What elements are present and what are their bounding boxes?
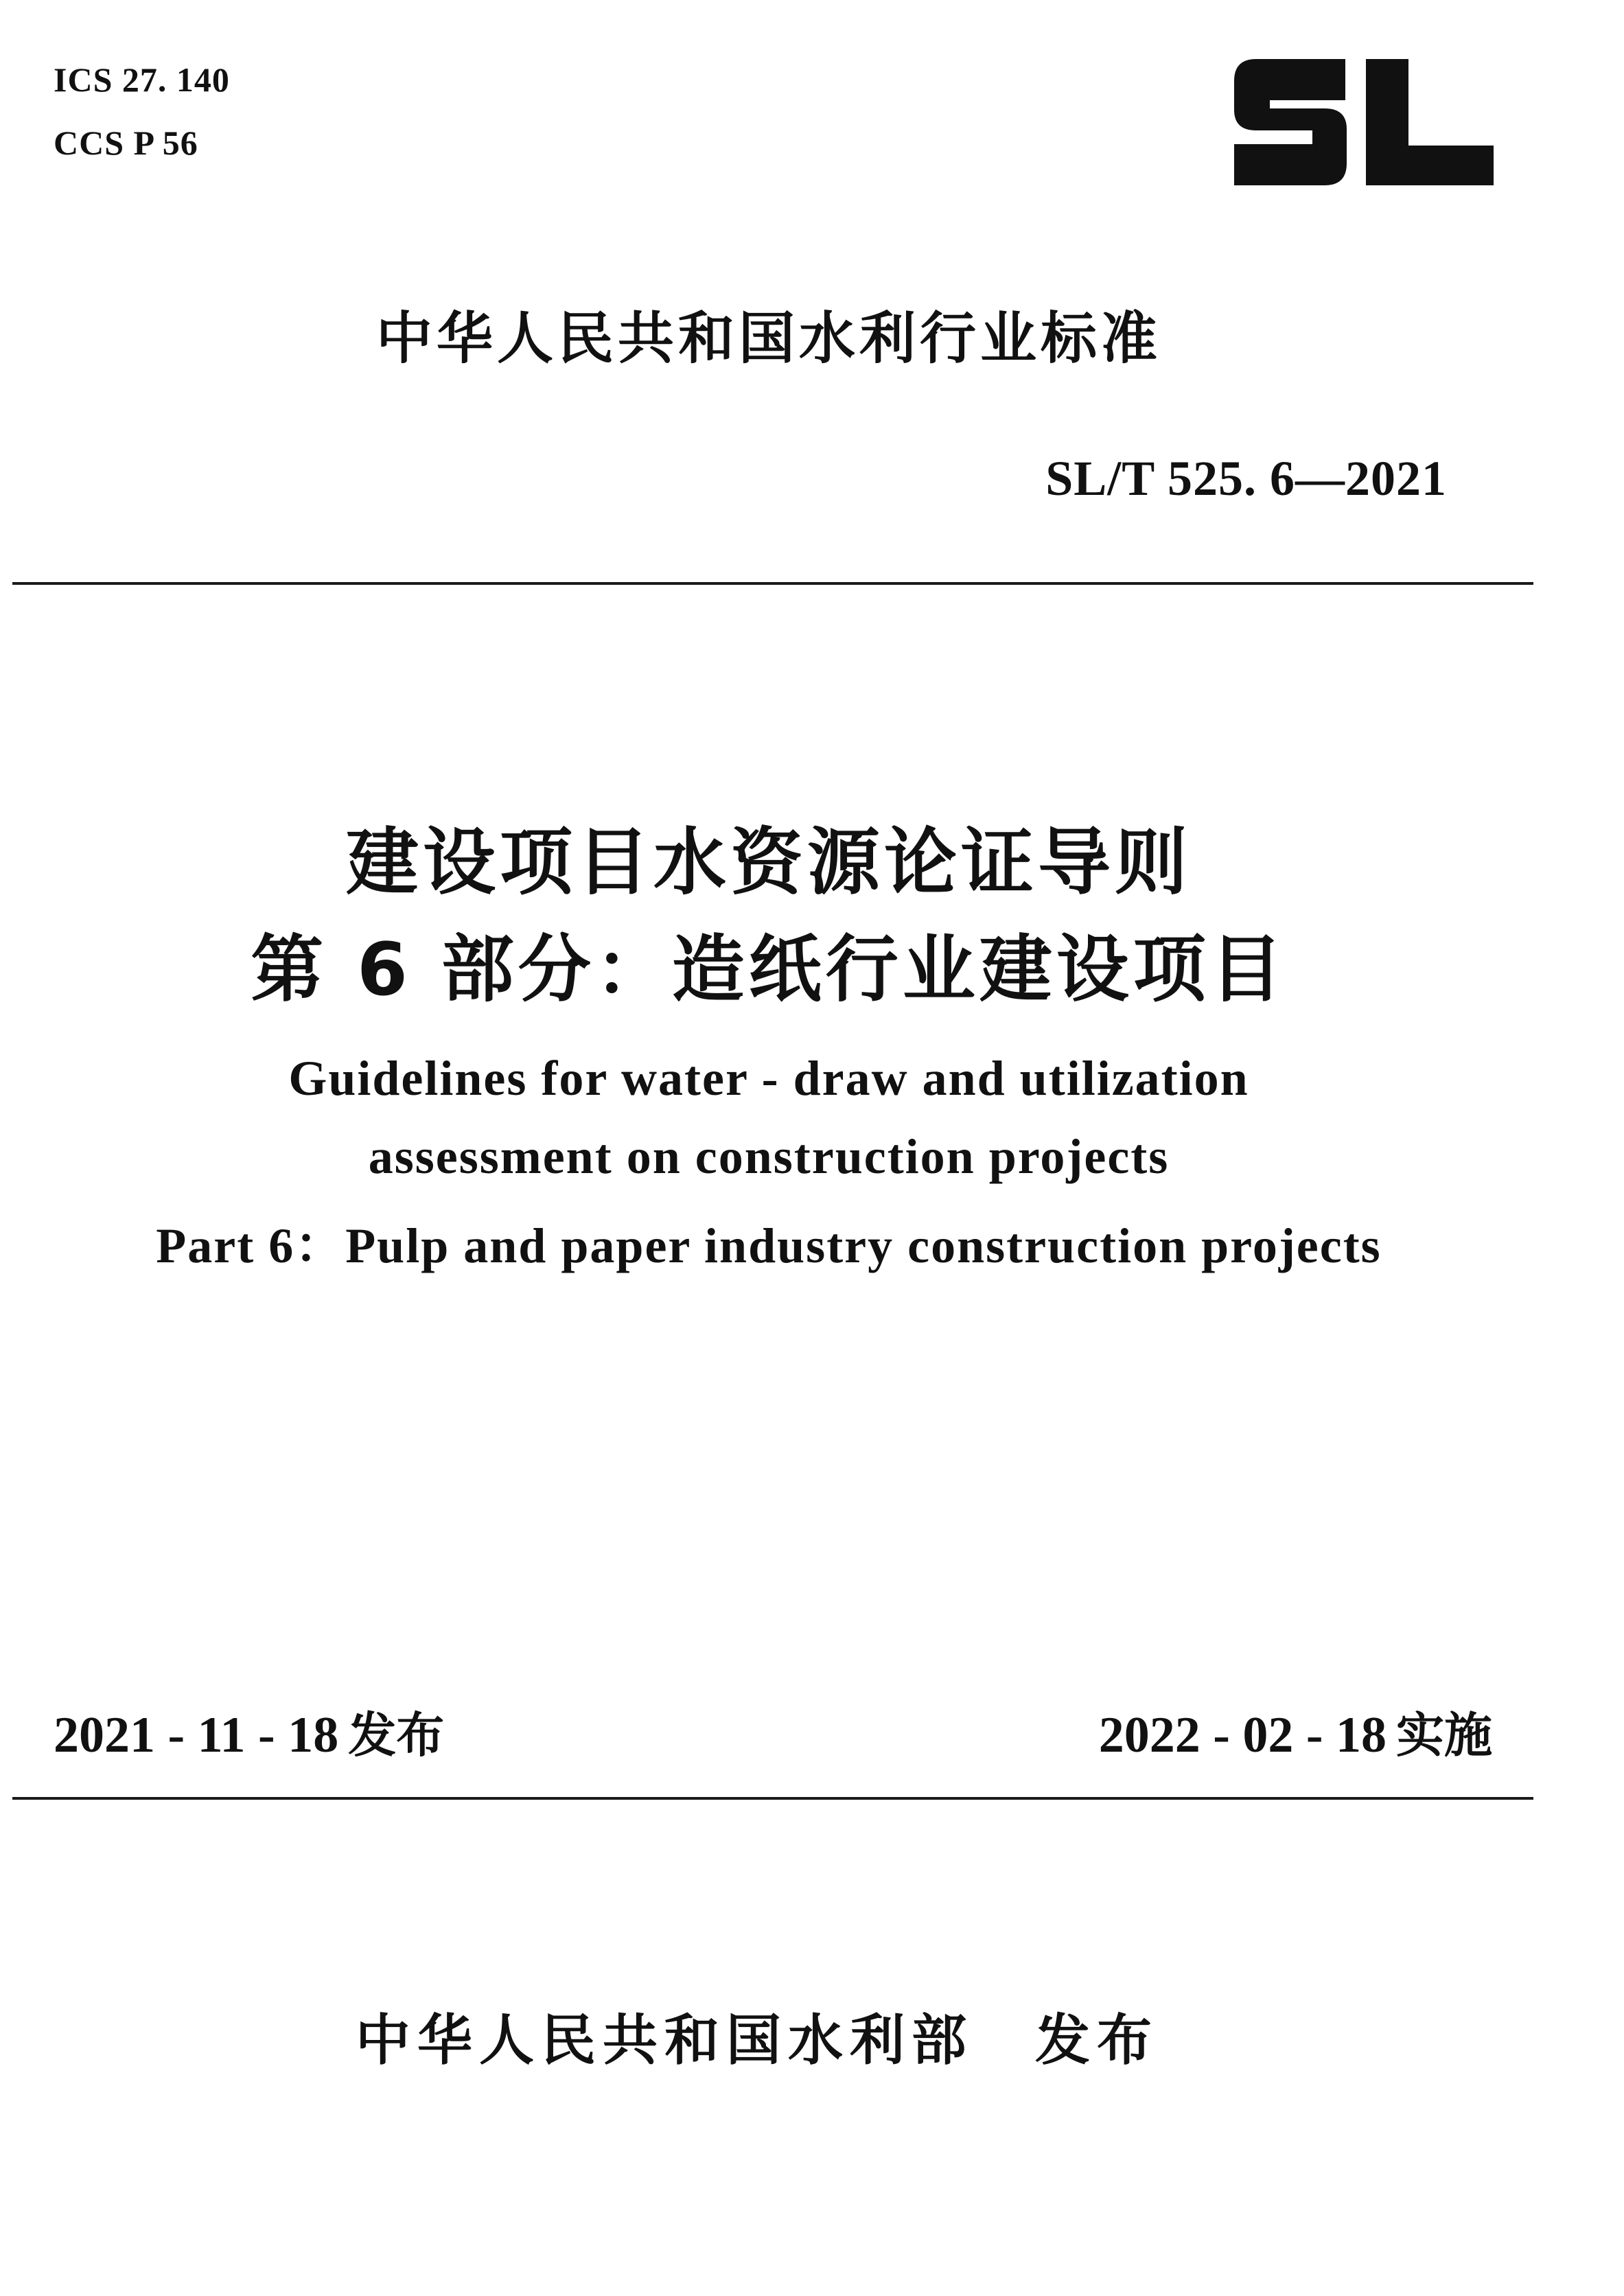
implement-label: 实施 [1396, 1707, 1492, 1763]
classification-codes [54, 48, 230, 174]
sl-logo [1229, 54, 1498, 191]
standard-number: SL/T 525. 6—2021 [1045, 451, 1447, 506]
title-en-line-3: Part 6：Pulp and paper industry construction projects [156, 1218, 1382, 1273]
industry-standard-title: 中华人民共和国水利行业标准 [375, 306, 1161, 371]
ccs-code: CCS P 56 [54, 124, 198, 162]
issue-date: 2021 - 11 - 18 [54, 1707, 339, 1763]
bottom-divider [12, 1797, 1533, 1800]
title-en-line-1: Guidelines for water - draw and utilization [288, 1051, 1249, 1106]
title-cn-line-1: 建设项目水资源论证导则 [346, 820, 1192, 905]
issue-date-block [54, 1697, 444, 1766]
implement-date-block [1099, 1697, 1492, 1766]
title-cn-line-2: 第 6 部分：造纸行业建设项目 [251, 927, 1287, 1012]
title-en-line-2: assessment on construction projects [368, 1129, 1170, 1184]
publisher-line [356, 1996, 1159, 2075]
publisher-action: 发布 [1035, 2008, 1159, 2072]
ics-code: ICS 27. 140 [54, 60, 230, 99]
top-divider [12, 582, 1533, 585]
issue-label: 发布 [348, 1707, 445, 1763]
implement-date: 2022 - 02 - 18 [1098, 1707, 1387, 1763]
publisher-name: 中华人民共和国水利部 [356, 2008, 973, 2072]
